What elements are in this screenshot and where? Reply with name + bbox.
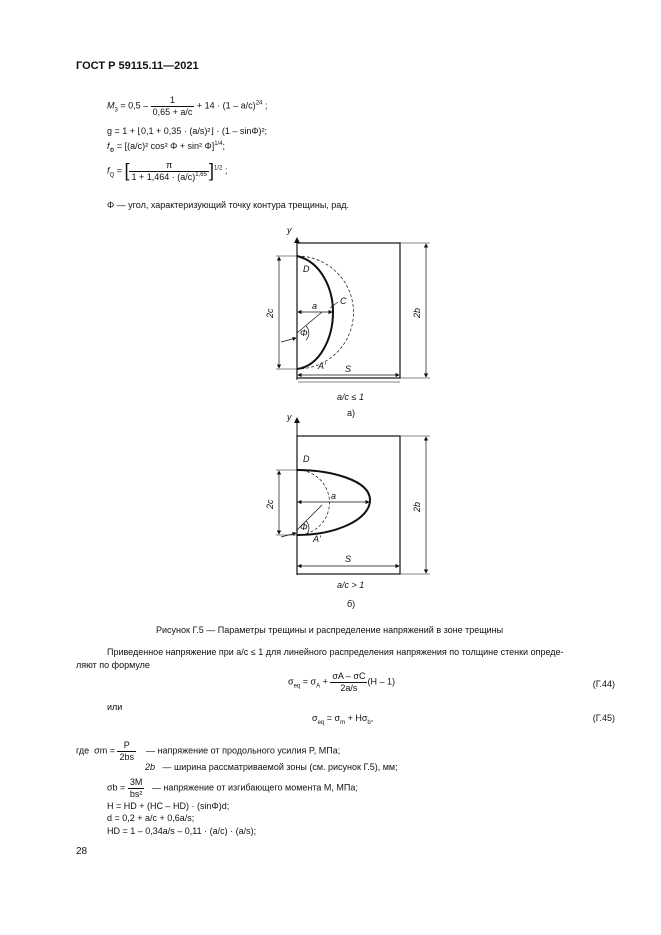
fig-b-label-2b: 2b [412,501,422,512]
m3-tail: ; [262,100,268,111]
m3-exp: 24 [255,100,263,107]
fq-lhs: f [107,165,110,176]
fig-a-label-phi: Φ [300,328,308,338]
document-header: ГОСТ Р 59115.11—2021 [76,60,199,72]
sigma-b-num: 3M [129,777,143,787]
fq-sub: Q [109,172,115,179]
sigma-m-desc: — напряжение от продольного усилия P, МПа; [146,745,341,756]
fphi-tail: ; [222,141,226,151]
m3-rest: + 14 · (1 – a/c) [194,100,256,111]
fig-b-label-a: a [331,491,337,501]
eq45-tail: , [370,713,374,723]
fig-a-label-s: S [345,364,352,374]
fphi-exp: 1/4 [214,141,223,147]
eq44-plus: + [320,676,331,687]
fq-bracket-open: [ [124,160,130,181]
sigma-m-num: P [117,740,136,752]
equation-number-g44: (Г.44) [592,679,615,689]
two-b-lhs: 2b [145,762,156,772]
m3-num: 1 [151,95,195,107]
where-sigma-b [107,777,358,800]
fq-tail: ; [222,165,228,176]
sigma-m-fraction [117,740,136,763]
fig-a-condition: a/c ≤ 1 [337,392,364,402]
fig-b-label-2c: 2c [265,499,275,509]
fig-b-label-d: D [303,454,310,464]
eq44-den: 2a/s [340,682,358,693]
fq-eq: = [114,165,125,176]
sigma-b-den: bs² [129,788,143,799]
sigma-b-desc: — напряжение от изгибающего момента M, МПа; [151,782,358,793]
where-sigma-m [76,740,340,763]
phi-definition: Φ — угол, характеризующий точку контура трещины, рад. [107,200,350,210]
eq45-rest-sub: m [340,719,346,726]
eq44-fraction [330,671,367,694]
fig-a-label-a: a [312,301,318,311]
fig-b-label-y: y [287,412,292,422]
figure-caption: Рисунок Г.5 — Параметры трещины и распределение напряжений в зоне трещины [156,625,504,635]
fphi-lhs: f [107,141,110,151]
paragraph-line-1: Приведенное напряжение при a/c ≤ 1 для линейного распределения напряжения по толщине стенки опреде- [107,647,564,657]
fig-a-label-2c: 2c [265,308,275,318]
eq45-lhs: σ [312,713,318,723]
eq44-tail: (H – 1) [367,676,395,687]
fig-a-label-d: D [303,264,310,274]
fig-a-label-aprime: A' [318,361,326,371]
eq44-mid: = σ [300,676,317,687]
where-prefix: где [76,745,90,756]
fphi-rest: = [(a/c)² cos² Φ + sin² Φ] [114,141,215,151]
eq45-rest2-sub: b [367,719,371,726]
where-two-b [145,762,398,773]
equation-g45 [312,713,373,727]
eq44-mid-sub: A [316,683,321,690]
eq44-lhs-sub: eq [293,683,301,690]
where-h: H = HD + (HC – HD) · (sinΦ)d; [107,801,230,811]
eq44-lhs: σ [288,676,294,687]
sigma-b-lhs: σb = [107,782,128,793]
equation-number-g45: (Г.45) [592,713,615,723]
fig-a-caption: а) [347,408,356,418]
where-d: d = 0,2 + a/c + 0,6a/s; [107,813,195,823]
fphi-sub: Φ [109,147,115,154]
page-number: 28 [76,846,88,857]
sigma-m-den: 2bs [119,751,134,762]
fig-b-label-aprime: A' [313,534,321,544]
fq-den-exp: 1,65 [195,171,207,178]
where-hd: HD = 1 – 0,34a/s – 0,11 · (a/c) · (a/s); [107,826,257,836]
m3-sub: 3 [114,107,118,114]
fig-b-label-s: S [345,554,352,564]
or-word: или [107,702,123,712]
m3-den: 0,65 + a/c [152,106,193,117]
fig-b-label-phi: Φ [300,522,308,532]
fq-bracket-close: ] [208,160,214,181]
m3-eq: = 0,5 – [117,100,151,111]
fq-num: π [129,160,208,172]
paragraph-line-2: ляют по формуле [76,660,150,670]
fig-b-crack-contour [297,470,370,535]
fig-a-label-y: y [287,225,292,235]
fq-den: 1 + 1,464 · (a/c) [131,171,196,182]
two-b-desc: — ширина рассматриваемой зоны (см. рисунок Г.5), мм; [162,762,398,772]
equation-g44 [288,671,395,694]
eq45-rest: = σ [324,713,341,723]
formula-g: g = 1 + ⌊0,1 + 0,35 · (a/s)²⌋ · (1 – sinΦ)²; [107,126,268,136]
sigma-b-fraction [128,777,145,800]
m3-lhs: M [107,100,115,111]
eq44-num: σA – σC [332,671,366,681]
eq45-rest2: + Hσ [345,713,368,723]
eq45-lhs-sub: eq [317,719,325,726]
fig-a-label-2b: 2b [412,307,422,318]
fq-exp: 1/2 [213,165,223,172]
fig-a-label-c: C [340,296,347,306]
fig-b-condition: a/c > 1 [337,580,365,590]
sigma-m-lhs: σm = [94,745,118,756]
fig-b-caption: б) [347,599,356,609]
